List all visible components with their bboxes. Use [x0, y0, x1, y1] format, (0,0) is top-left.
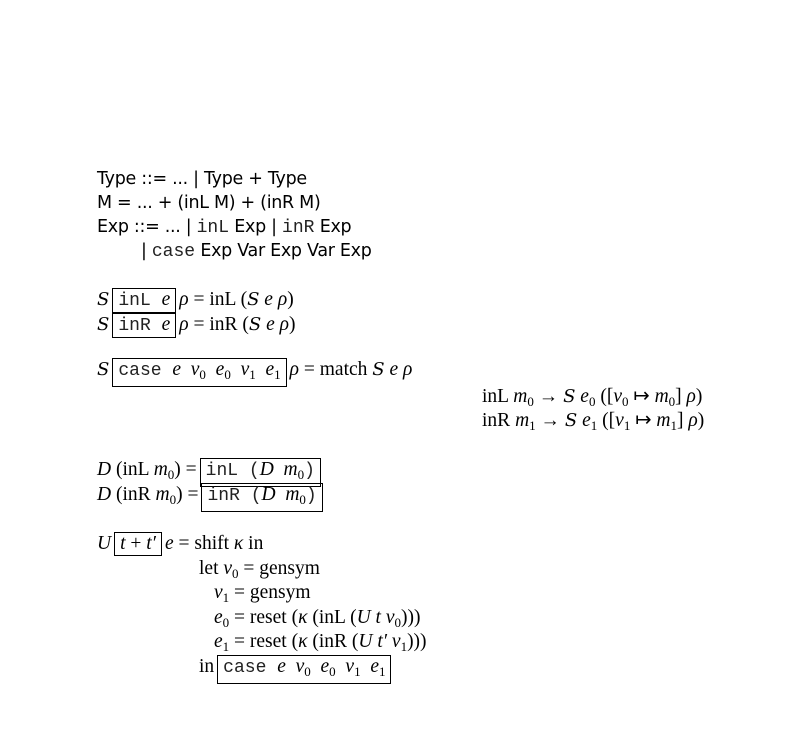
subscript: 0 — [167, 467, 175, 482]
math-text: m — [515, 410, 530, 431]
code-text: e v — [172, 359, 200, 380]
math-text: m — [656, 410, 671, 431]
math-text: e — [577, 410, 591, 431]
code-text: inL — [118, 291, 162, 311]
math-text: (inL — [111, 459, 154, 480]
math-text: κ — [233, 533, 244, 554]
math-text: m — [654, 386, 669, 407]
equation-up-e0 — [214, 606, 420, 630]
subscript: 0 — [199, 367, 206, 382]
math-text: κ — [298, 631, 308, 652]
math-text: S — [97, 314, 110, 335]
math-text: = gensym — [229, 582, 311, 603]
code-text: v — [230, 359, 250, 380]
subscript: 1 — [249, 367, 256, 382]
math-text: in — [199, 656, 215, 677]
equation-exp-grammar-case — [141, 239, 372, 263]
math-text: S — [97, 289, 110, 310]
math-text: e — [214, 631, 223, 652]
math-text: v — [214, 582, 223, 603]
code-text: D m — [259, 459, 298, 480]
math-text: e ρ — [384, 359, 413, 380]
subscript: 1 — [354, 664, 361, 679]
math-text: = inL ( — [188, 289, 248, 310]
math-text: ρ — [289, 359, 300, 380]
equation-sem-inr — [97, 313, 296, 337]
subscript: 0 — [224, 367, 231, 382]
subscript: 0 — [222, 615, 230, 630]
math-text: e — [575, 386, 589, 407]
math-text: → — [535, 410, 565, 431]
subscript: 1 — [623, 418, 631, 433]
subscript: 0 — [588, 394, 596, 409]
code-text: + — [125, 533, 147, 554]
math-text: D — [97, 459, 112, 480]
subscript: 0 — [527, 394, 534, 409]
equation-up-in-case — [199, 655, 394, 679]
subscript: 0 — [394, 615, 401, 630]
math-text: S — [564, 410, 578, 431]
math-text: = reset ( — [229, 631, 299, 652]
code-box — [112, 313, 176, 338]
code-text: e — [310, 656, 330, 677]
math-text: ([ — [595, 386, 614, 407]
math-text: = shift — [173, 533, 234, 554]
subscript: 1 — [378, 664, 386, 679]
math-text: ↦ — [630, 410, 657, 431]
math-text: S — [248, 314, 262, 335]
equation-up-sum — [97, 532, 263, 556]
math-text: ) = — [174, 459, 197, 480]
subscript: 0 — [169, 492, 177, 507]
math-text: case — [151, 242, 196, 262]
math-text: ρ — [686, 386, 696, 407]
math-text: v — [613, 386, 622, 407]
code-text: inR — [118, 316, 162, 336]
math-text: ) — [695, 386, 703, 407]
math-text: e — [164, 533, 174, 554]
math-text: Exp Var Exp Var Exp — [195, 241, 372, 261]
math-text: e — [214, 607, 223, 628]
math-text: S — [247, 289, 260, 310]
equation-up-let-v0 — [199, 557, 320, 581]
code-box — [217, 655, 391, 684]
subscript: 1 — [222, 639, 230, 654]
code-text: inL ( — [205, 461, 260, 481]
math-text: let — [199, 558, 224, 579]
math-text: S — [563, 386, 576, 407]
math-text: → — [533, 386, 564, 407]
equation-down-inl — [97, 458, 324, 482]
math-text: inR — [282, 218, 315, 238]
subscript: 0 — [668, 394, 676, 409]
math-text: m — [513, 386, 528, 407]
math-text: e ρ — [259, 289, 288, 310]
code-text: case — [223, 658, 278, 678]
math-text: D — [97, 484, 112, 505]
subscript: 0 — [232, 566, 239, 581]
code-text: t — [120, 533, 126, 554]
subscript: 0 — [621, 394, 629, 409]
math-text: M = ... + (inL M) + (inR M) — [97, 193, 321, 213]
equation-sem-case-inl — [482, 385, 702, 409]
math-text: ) = — [176, 484, 199, 505]
math-text: (inR — [111, 484, 156, 505]
math-text: ρ — [179, 289, 189, 310]
math-text: v — [223, 558, 233, 579]
code-box — [114, 532, 162, 556]
subscript: 1 — [670, 418, 677, 433]
math-text: in — [243, 533, 264, 554]
equation-exp-grammar — [97, 215, 351, 239]
math-text: inR — [482, 410, 516, 431]
code-text: t′ — [146, 533, 156, 554]
math-text: = gensym — [238, 558, 320, 579]
math-text: e ρ — [261, 314, 289, 335]
subscript: 1 — [222, 590, 230, 605]
math-text: ))) — [400, 607, 421, 628]
math-text: ] — [675, 386, 687, 407]
math-text: U t v — [356, 607, 395, 628]
math-text: U t′ v — [358, 631, 401, 652]
math-text: ] — [677, 410, 689, 431]
math-text: ) — [697, 410, 705, 431]
math-text: = match — [299, 359, 373, 380]
code-text: e — [255, 359, 275, 380]
math-text: (inR ( — [307, 631, 359, 652]
math-text: ρ — [688, 410, 698, 431]
code-text: case — [118, 361, 173, 381]
code-text: e — [360, 656, 379, 677]
math-text: S — [372, 359, 385, 380]
math-text: ρ — [179, 314, 189, 335]
subscript: 1 — [529, 418, 536, 433]
code-text: ) — [305, 486, 317, 506]
equation-sem-case-inr — [482, 409, 704, 433]
code-text: e — [161, 289, 171, 310]
subscript: 1 — [274, 367, 281, 382]
math-text: ) — [289, 314, 296, 335]
code-box — [201, 483, 322, 512]
code-box — [112, 288, 176, 313]
equation-down-inr — [97, 483, 326, 507]
math-text: inL — [196, 218, 230, 238]
math-text: = inR ( — [188, 314, 249, 335]
math-text: κ — [298, 607, 308, 628]
math-text: = reset ( — [229, 607, 299, 628]
code-text: e v — [277, 656, 305, 677]
equation-sem-case — [97, 358, 412, 382]
subscript: 0 — [297, 467, 305, 482]
math-text: v — [615, 410, 624, 431]
math-text: m — [155, 484, 170, 505]
code-text: e — [161, 314, 171, 335]
math-text: Exp | — [229, 217, 283, 237]
code-text: v — [335, 656, 355, 677]
math-text: (inL ( — [307, 607, 357, 628]
subscript: 0 — [304, 664, 311, 679]
code-box — [112, 358, 286, 387]
equation-up-v1 — [214, 581, 311, 605]
equation-up-e1 — [214, 630, 427, 654]
math-text: Exp — [314, 217, 352, 237]
math-text: ) — [287, 289, 294, 310]
subscript: 0 — [329, 664, 336, 679]
equation-type-grammar — [97, 167, 307, 191]
math-text: | — [141, 241, 152, 261]
subscript: 0 — [299, 492, 306, 507]
math-text: ↦ — [628, 386, 655, 407]
math-text: Type ::= ... | Type + Type — [97, 169, 307, 189]
equation-sem-inl — [97, 288, 294, 312]
math-text: U — [97, 533, 112, 554]
equation-m-domain — [97, 191, 321, 215]
math-text: inL — [482, 386, 514, 407]
subscript: 1 — [400, 639, 408, 654]
math-text: ([ — [597, 410, 616, 431]
math-text: m — [153, 459, 168, 480]
math-text: S — [97, 359, 110, 380]
subscript: 1 — [590, 418, 598, 433]
math-text: ))) — [407, 631, 427, 652]
code-text: ) — [304, 461, 315, 481]
math-text: Exp ::= ... | — [97, 217, 197, 237]
code-text: inR ( — [207, 486, 262, 506]
code-text: D m — [261, 484, 300, 505]
code-text: e — [205, 359, 225, 380]
